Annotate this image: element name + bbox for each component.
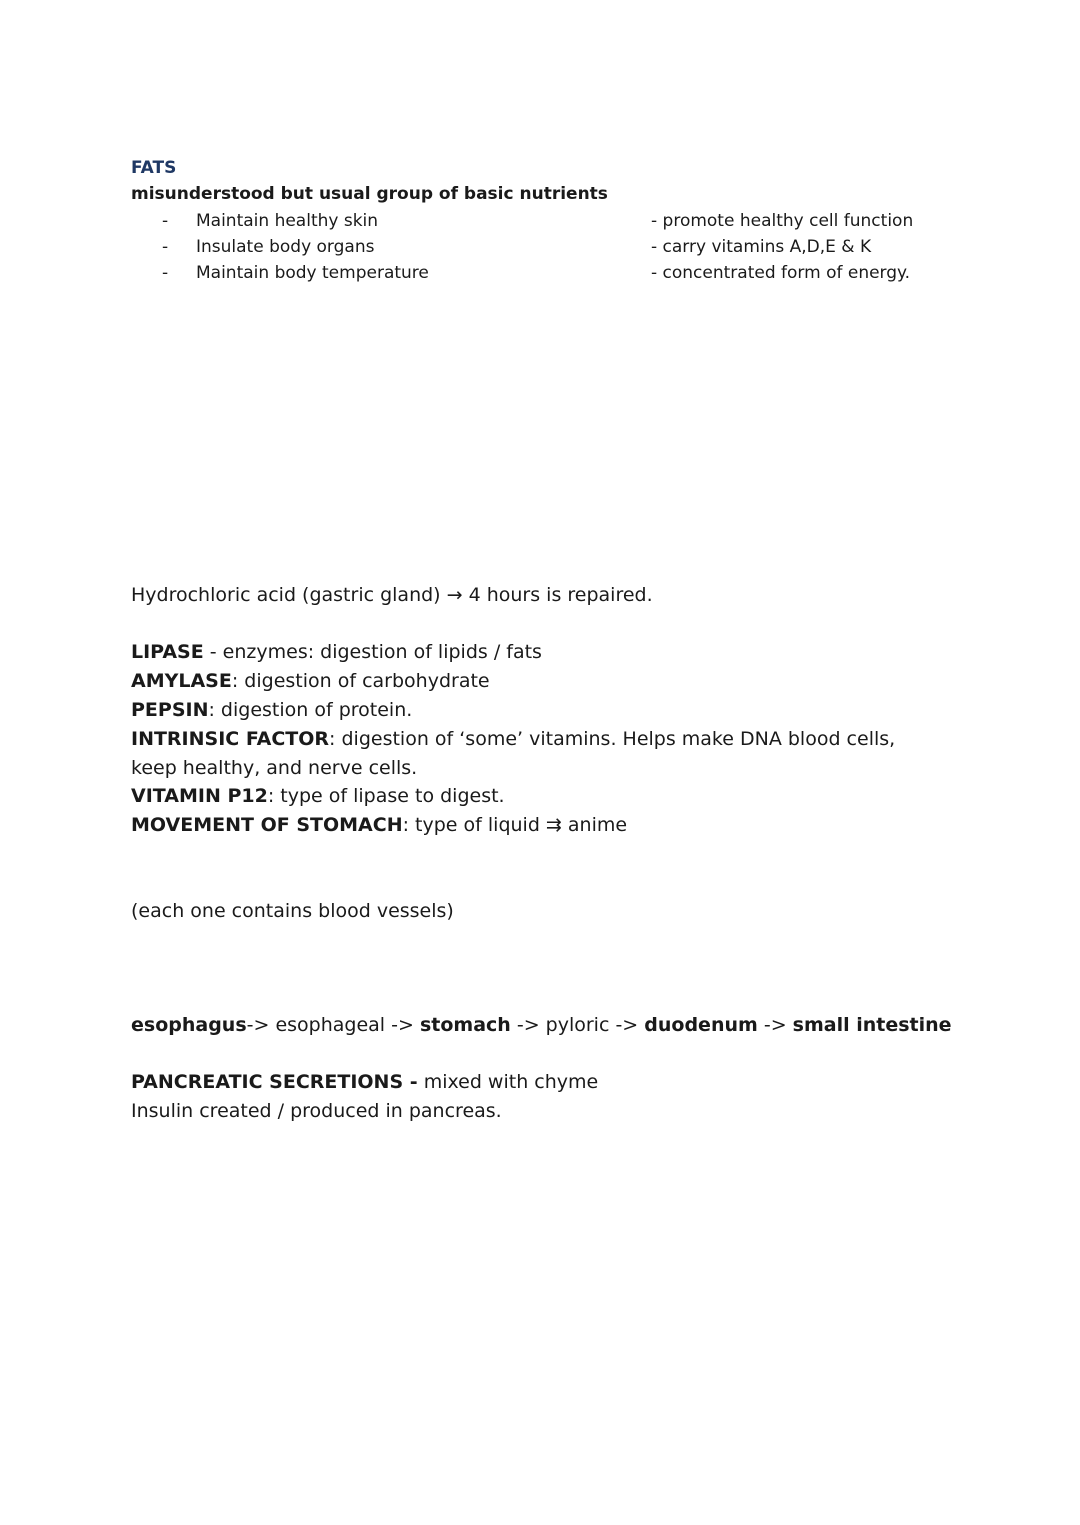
vitamin-line: VITAMIN P12: type of lipase to digest. [131, 785, 505, 807]
list-item: - Insulate body organs [162, 237, 375, 257]
digestive-pathway: esophagus-> esophageal -> stomach -> pyloric -> duodenum -> small intestine [131, 1014, 952, 1036]
fats-right-list [651, 208, 913, 286]
list-item: - carry vitamins A,D,E & K [651, 237, 872, 257]
list-item: - promote healthy cell function [651, 211, 914, 231]
hydrochloric-line: Hydrochloric acid (gastric gland) → 4 hours is repaired. [131, 584, 653, 606]
list-item: - Maintain body temperature [162, 263, 429, 283]
pepsin-line: PEPSIN: digestion of protein. [131, 699, 413, 721]
fats-subheading: misunderstood but usual group of basic nutrients [131, 184, 608, 204]
lipase-line: LIPASE - enzymes: digestion of lipids / fats [131, 641, 542, 663]
fats-heading: FATS [131, 158, 177, 178]
pancreatic-line: PANCREATIC SECRETIONS - mixed with chyme [131, 1071, 599, 1093]
vessels-note: (each one contains blood vessels) [131, 900, 454, 922]
list-item: - Maintain healthy skin [162, 211, 379, 231]
intrinsic-line-2: keep healthy, and nerve cells. [131, 757, 418, 779]
intrinsic-line: INTRINSIC FACTOR: digestion of ‘some’ vitamins. Helps make DNA blood cells, [131, 728, 896, 750]
list-item: - concentrated form of energy. [651, 263, 911, 283]
amylase-line: AMYLASE: digestion of carbohydrate [131, 670, 490, 692]
movement-line: MOVEMENT OF STOMACH: type of liquid ⇉ anime [131, 814, 628, 836]
fats-left-list [131, 208, 429, 286]
insulin-line: Insulin created / produced in pancreas. [131, 1100, 502, 1122]
